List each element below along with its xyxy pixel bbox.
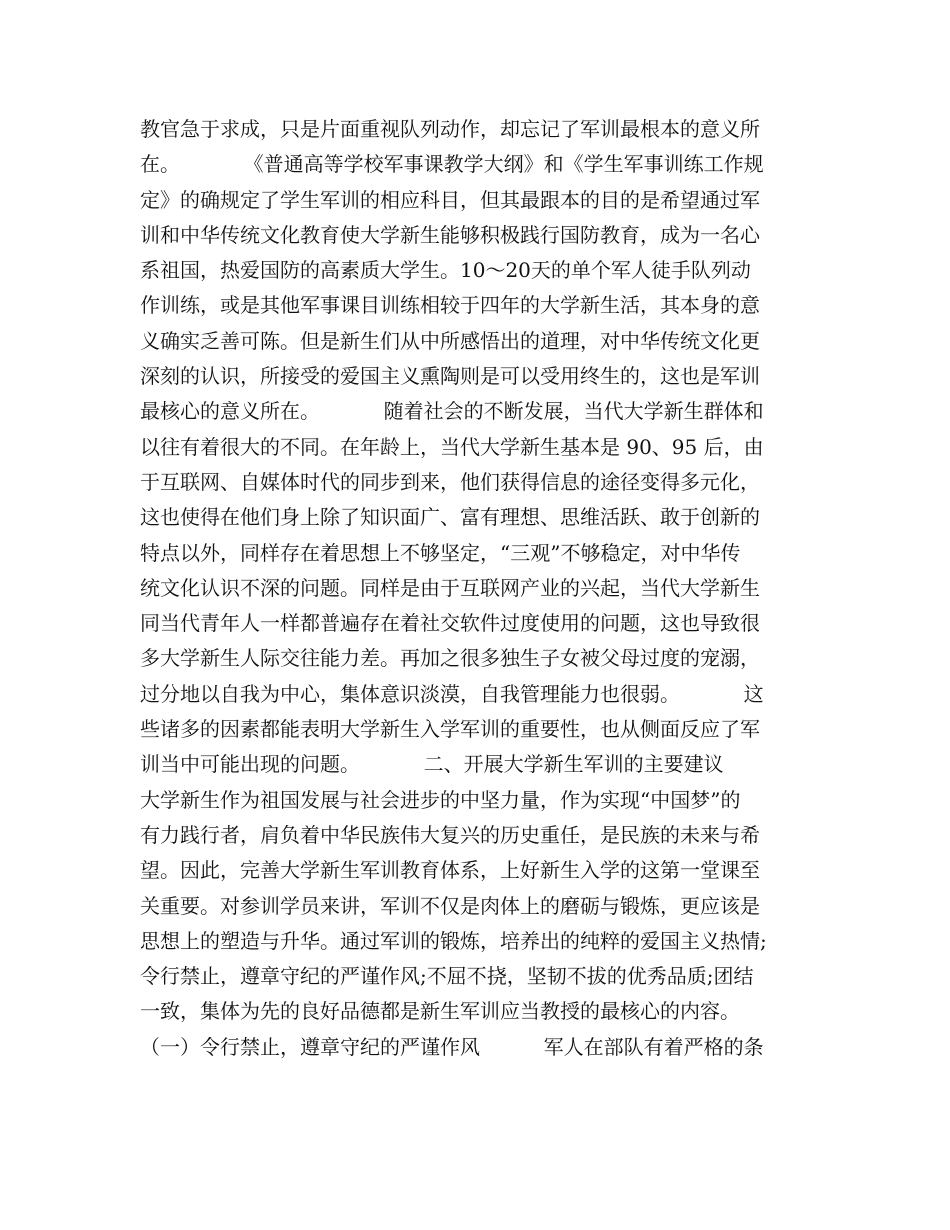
text-line: 令行禁止，遵章守纪的严谨作风;不屈不挠，坚韧不拔的优秀品质;团结 bbox=[140, 964, 754, 989]
text-line: 以往有着很大的不同。在年龄上，当代大学新生基本是 90、95 后，由 bbox=[140, 434, 764, 459]
text-line: 训当中可能出现的问题。 二、开展大学新生军训的主要建议 bbox=[140, 752, 724, 777]
text-line: 一致，集体为先的良好品德都是新生军训应当教授的最核心的内容。 bbox=[140, 999, 740, 1024]
body-text bbox=[140, 112, 840, 1065]
text-line: 有力践行者，肩负着中华民族伟大复兴的历史重任，是民族的未来与希 bbox=[140, 822, 760, 847]
text-line: 特点以外，同样存在着思想上不够坚定，“三观”不够稳定，对中华传 bbox=[140, 540, 741, 565]
text-line: （一）令行禁止，遵章守纪的严谨作风 军人在部队有着严格的条 bbox=[140, 1034, 764, 1059]
text-line: 定》的确规定了学生军训的相应科目，但其最跟本的目的是希望通过军 bbox=[140, 187, 760, 212]
text-line: 义确实乏善可陈。但是新生们从中所感悟出的道理，对中华传统文化更 bbox=[140, 328, 760, 353]
text-line: 系祖国，热爱国防的高素质大学生。10～20天的单个军人徒手队列动 bbox=[140, 258, 751, 283]
text-line: 于互联网、自媒体时代的同步到来，他们获得信息的途径变得多元化， bbox=[140, 469, 760, 494]
text-line: 思想上的塑造与升华。通过军训的锻炼，培养出的纯粹的爱国主义热情; bbox=[140, 928, 767, 953]
text-line: 望。因此，完善大学新生军训教育体系，上好新生入学的这第一堂课至 bbox=[140, 858, 760, 883]
text-line: 同当代青年人一样都普遍存在着社交软件过度使用的问题，这也导致很 bbox=[140, 611, 760, 636]
text-line: 训和中华传统文化教育使大学新生能够积极践行国防教育，成为一名心 bbox=[140, 222, 760, 247]
text-line: 在。 《普通高等学校军事课教学大纲》和《学生军事训练工作规 bbox=[140, 152, 764, 177]
text-line: 多大学新生人际交往能力差。再加之很多独生子女被父母过度的宠溺， bbox=[140, 646, 760, 671]
text-line: 这也使得在他们身上除了知识面广、富有理想、思维活跃、敢于创新的 bbox=[140, 505, 760, 530]
text-line: 最核心的意义所在。 随着社会的不断发展，当代大学新生群体和 bbox=[140, 399, 764, 424]
text-line: 关重要。对参训学员来讲，军训不仅是肉体上的磨砺与锻炼，更应该是 bbox=[140, 893, 760, 918]
text-line: 作训练，或是其他军事课目训练相较于四年的大学新生活，其本身的意 bbox=[140, 293, 760, 318]
text-line: 教官急于求成，只是片面重视队列动作，却忘记了军训最根本的意义所 bbox=[140, 117, 760, 141]
text-line: 些诸多的因素都能表明大学新生入学军训的重要性，也从侧面反应了军 bbox=[140, 717, 760, 742]
text-line: 过分地以自我为中心，集体意识淡漠，自我管理能力也很弱。 这 bbox=[140, 681, 764, 706]
text-line: 深刻的认识，所接受的爱国主义熏陶则是可以受用终生的，这也是军训 bbox=[140, 364, 760, 389]
text-line: 统文化认识不深的问题。同样是由于互联网产业的兴起，当代大学新生 bbox=[140, 575, 760, 600]
text-line: 大学新生作为祖国发展与社会进步的中坚力量，作为实现“中国梦”的 bbox=[140, 787, 741, 812]
